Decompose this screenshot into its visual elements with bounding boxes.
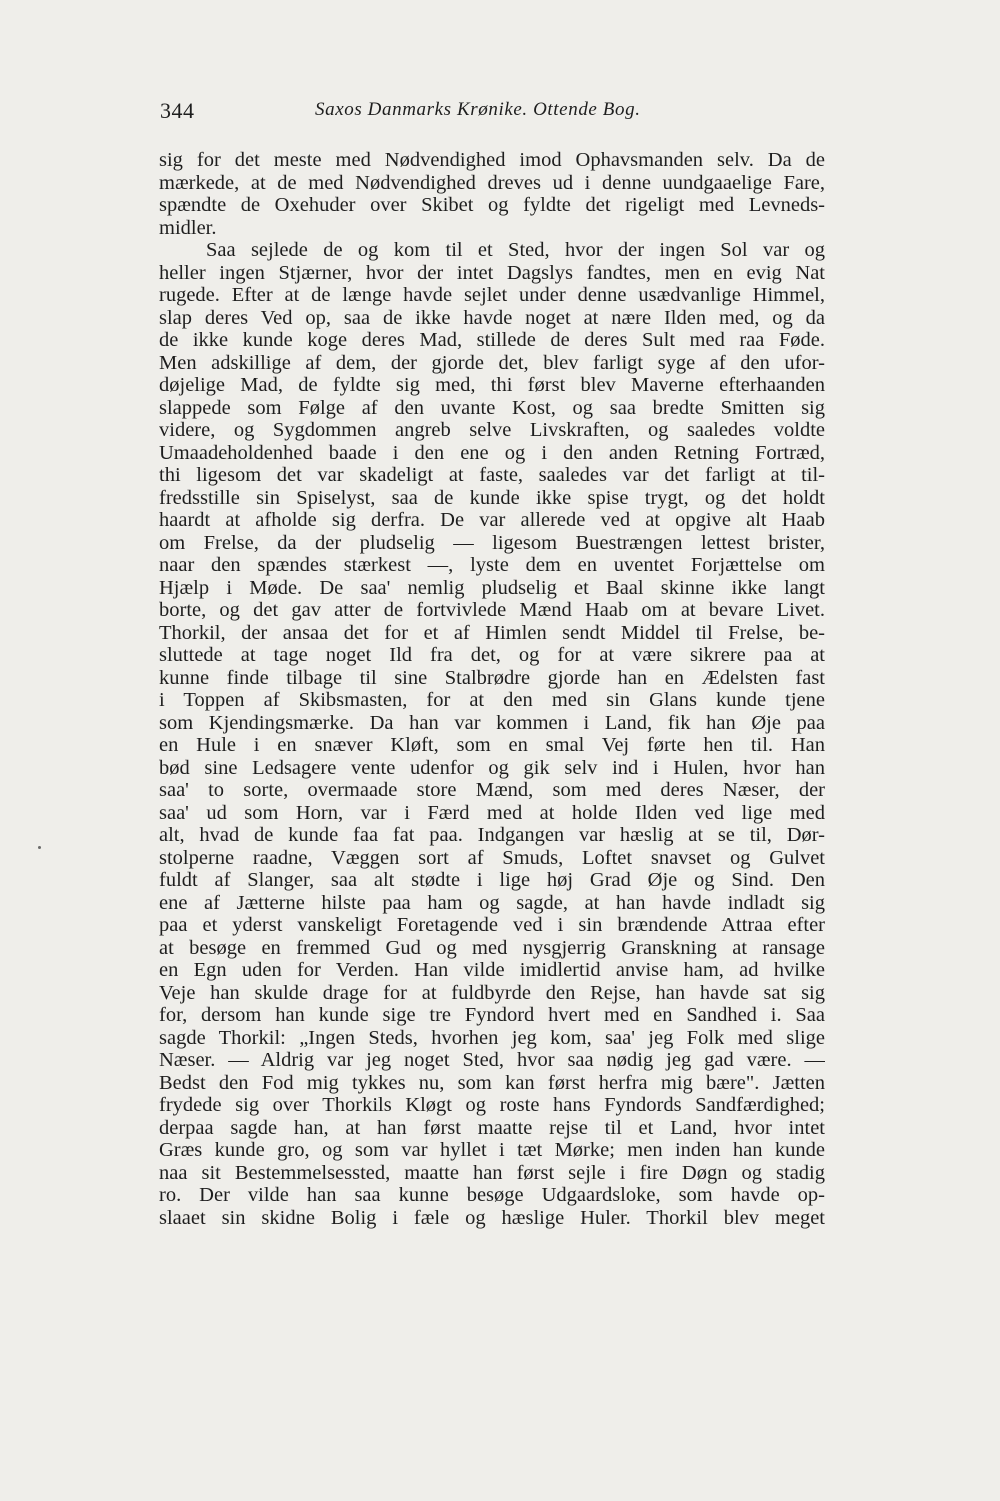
text-line: Thorkil, der ansaa det for et af Himlen sendt Middel til Frelse, be- [159,621,825,644]
text-line: borte, og det gav atter de fortvivlede Mænd Haab om at bevare Livet. [159,599,825,621]
text-line: Hjælp i Møde. De saa' nemlig pludselig et Baal skinne ikke langt [159,576,825,599]
text-line: at besøge en fremmed Gud og med nysgjerrig Granskning at ransage [159,936,825,959]
text-line: sig for det meste med Nødvendighed imod Ophavsmanden selv. Da de [159,149,825,171]
text-line: haardt at afholde sig derfra. De var allerede ved at opgive alt Haab [159,509,825,531]
paper-speck [38,846,41,849]
running-head: Saxos Danmarks Krønike. Ottende Bog. [315,99,641,120]
page-header [160,98,830,134]
text-line: sagde Thorkil: „Ingen Steds, hvorhen jeg kom, saa' jeg Folk med slige [159,1026,825,1049]
text-line: slappede som Følge af den uvante Kost, og saa bredte Smitten sig [159,396,825,419]
text-line: midler. [159,216,217,239]
text-line: naa sit Bestemmelsessted, maatte han først sejle i fire Døgn og stadig [159,1161,825,1184]
text-line: saa' to sorte, overmaade store Mænd, som med deres Næser, der [159,779,825,801]
text-line: stolperne raadne, Væggen sort af Smuds, Loftet snavset og Gulvet [159,846,825,869]
text-line: bød sine Ledsagere vente udenfor og gik selv ind i Hulen, hvor han [159,756,825,779]
page-number: 344 [160,98,195,123]
text-line: naar den spændes stærkest —, lyste dem en uventet Forjættelse om [159,554,825,576]
text-line: rugede. Efter at de længe havde sejlet under denne usædvanlige Himmel, [159,284,825,306]
text-line: døjelige Mad, de fyldte sig med, thi først blev Maverne efterhaanden [159,374,825,396]
body-text [159,149,825,1229]
text-line: thi ligesom det var skadeligt at faste, saaledes var det farligt at til- [159,464,825,486]
text-line: for, dersom han kunde sige tre Fyndord hvert med en Sandhed i. Saa [159,1004,825,1026]
text-line: ro. Der vilde han saa kunne besøge Udgaardsloke, som havde op- [159,1184,825,1206]
text-line: de ikke kunde koge deres Mad, stillede de deres Sult med raa Føde. [159,329,825,351]
text-line: slaaet sin skidne Bolig i fæle og hæslige Huler. Thorkil blev meget [159,1206,825,1229]
text-line: en Egn uden for Verden. Han vilde imidlertid anvise ham, ad hvilke [159,959,825,981]
text-line: frydede sig over Thorkils Kløgt og roste hans Fyndords Sandfærdighed; [159,1094,825,1116]
text-line: Bedst den Fod mig tykkes nu, som kan først herfra mig bære". Jætten [159,1071,825,1094]
text-line: Umaadeholdenhed baade i den ene og i den anden Retning Fortræd, [159,441,825,464]
text-line: derpaa sagde han, at han først maatte rejse til et Land, hvor intet [159,1116,825,1139]
text-line: paa et yderst vanskeligt Foretagende ved i sin brændende Attraa efter [159,914,825,936]
text-line: ene af Jætterne hilste paa ham og sagde, at han havde indladt sig [159,891,825,914]
text-line: alt, hvad de kunde faa fat paa. Indgangen var hæslig at se til, Dør- [159,824,825,846]
text-line: fuldt af Slanger, saa alt stødte i lige høj Grad Øje og Sind. Den [159,869,825,891]
text-line: slap deres Ved op, saa de ikke havde noget at nære Ilden med, og da [159,306,825,329]
text-line: saa' ud som Horn, var i Færd med at holde Ilden ved lige med [159,801,825,824]
text-line: Men adskillige af dem, der gjorde det, blev farligt syge af den ufor- [159,351,825,374]
text-line: videre, og Sygdommen angreb selve Livskraften, og saaledes voldte [159,419,825,441]
text-line: sluttede at tage noget Ild fra det, og for at være sikrere paa at [159,644,825,666]
text-line: kunne finde tilbage til sine Stalbrødre gjorde han en Ædelsten fast [159,666,825,689]
text-line: som Kjendingsmærke. Da han var kommen i Land, fik han Øje paa [159,711,825,734]
text-line: en Hule i en snæver Kløft, som en smal Vej førte hen til. Han [159,734,825,756]
text-line: Veje han skulde drage for at fuldbyrde den Rejse, han havde sat sig [159,981,825,1004]
text-line: Næser. — Aldrig var jeg noget Sted, hvor saa nødig jeg gad være. — [159,1049,825,1071]
text-line: om Frelse, da der pludselig — ligesom Buestrængen lettest brister, [159,531,825,554]
text-line: heller ingen Stjærner, hvor der intet Dagslys fandtes, men en evig Nat [159,261,825,284]
text-line: Saa sejlede de og kom til et Sted, hvor der ingen Sol var og [206,239,825,261]
text-line: Græs kunde gro, og som var hyllet i tæt Mørke; men inden han kunde [159,1139,825,1161]
text-line: mærkede, at de med Nødvendighed dreves ud i denne uundgaaelige Fare, [159,171,825,194]
text-line: fredsstille sin Spiselyst, saa de kunde ikke spise trygt, og det holdt [159,486,825,509]
text-line: i Toppen af Skibsmasten, for at den med sin Glans kunde tjene [159,689,825,711]
text-line: spændte de Oxehuder over Skibet og fyldte det rigeligt med Levneds- [159,194,825,216]
